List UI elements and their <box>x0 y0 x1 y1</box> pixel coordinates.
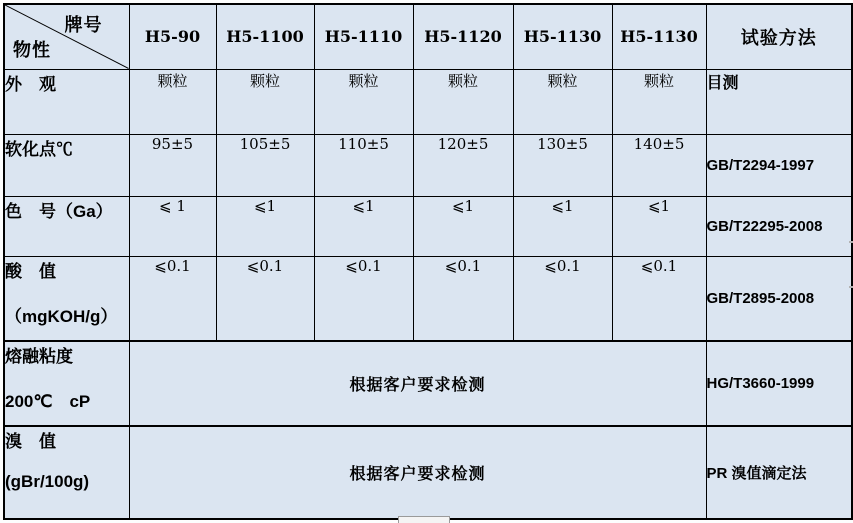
row-label-text: 酸 值 <box>5 261 56 281</box>
spec-cell: 95±5 <box>129 134 216 196</box>
row-label-appearance <box>4 69 129 134</box>
row-label-text: 外 观 <box>5 74 56 94</box>
column-header-h5-90: H5-90 <box>129 4 216 69</box>
test-method-cell: PR 溴值滴定法 <box>706 426 852 519</box>
row-label-text: 软化点℃ <box>5 139 73 159</box>
spec-cell: 颗粒 <box>216 69 314 134</box>
row-label-softening-point <box>4 134 129 196</box>
row-label-melt-viscosity <box>4 341 129 426</box>
column-header-h5-1110: H5-1110 <box>314 4 413 69</box>
row-label-unit: 200℃ cP <box>5 392 91 411</box>
row-label-color-number <box>4 196 129 256</box>
header-row <box>4 4 852 69</box>
spec-cell: 110±5 <box>314 134 413 196</box>
merged-spec-cell: 根据客户要求检测 <box>129 341 706 426</box>
row-label-acid-value <box>4 256 129 341</box>
spec-cell: 颗粒 <box>129 69 216 134</box>
corner-property-label: 物性 <box>13 39 51 60</box>
row-acid-value <box>4 256 852 341</box>
row-label-unit: (gBr/100g) <box>5 472 90 491</box>
right-edge-tick <box>849 241 853 243</box>
spec-cell: 130±5 <box>513 134 612 196</box>
column-header-h5-1120: H5-1120 <box>413 4 513 69</box>
spec-cell: ⩽1 <box>413 196 513 256</box>
product-spec-table <box>3 3 853 520</box>
test-method-cell: GB/T2294-1997 <box>706 134 852 196</box>
spec-cell: ⩽0.1 <box>314 256 413 341</box>
row-bromine-value <box>4 426 852 519</box>
spec-cell: 颗粒 <box>513 69 612 134</box>
spec-cell: 颗粒 <box>612 69 706 134</box>
row-softening-point <box>4 134 852 196</box>
merged-spec-cell: 根据客户要求检测 <box>129 426 706 519</box>
row-label-unit: （mgKOH/g） <box>5 306 118 326</box>
row-label-text: 溴 值 <box>5 432 56 451</box>
column-header-h5-1130a: H5-1130 <box>513 4 612 69</box>
spec-cell: ⩽0.1 <box>413 256 513 341</box>
right-edge-tick <box>849 286 853 288</box>
row-appearance <box>4 69 852 134</box>
test-method-cell: HG/T3660-1999 <box>706 341 852 426</box>
spec-cell: ⩽0.1 <box>612 256 706 341</box>
row-melt-viscosity <box>4 341 852 426</box>
spec-cell: ⩽1 <box>513 196 612 256</box>
spec-cell: ⩽0.1 <box>129 256 216 341</box>
spec-cell: ⩽1 <box>314 196 413 256</box>
row-color-number <box>4 196 852 256</box>
spec-cell: ⩽0.1 <box>513 256 612 341</box>
spec-cell: 105±5 <box>216 134 314 196</box>
column-header-test-method: 试验方法 <box>706 4 852 69</box>
spec-cell: ⩽1 <box>612 196 706 256</box>
spec-cell: 120±5 <box>413 134 513 196</box>
spec-cell: ⩽0.1 <box>216 256 314 341</box>
row-label-text: 熔融粘度 <box>5 347 73 366</box>
spec-cell: 140±5 <box>612 134 706 196</box>
test-method-cell: GB/T2895-2008 <box>706 256 852 341</box>
spec-cell: 颗粒 <box>314 69 413 134</box>
test-method-cell: GB/T22295-2008 <box>706 196 852 256</box>
test-method-cell: 目测 <box>706 69 852 134</box>
bottom-scroll-handle[interactable] <box>398 516 450 523</box>
spec-cell: ⩽ 1 <box>129 196 216 256</box>
row-label-bromine-value <box>4 426 129 519</box>
corner-header-cell <box>4 4 129 69</box>
spec-cell: 颗粒 <box>413 69 513 134</box>
corner-brand-label: 牌号 <box>64 15 103 35</box>
column-header-h5-1100: H5-1100 <box>216 4 314 69</box>
spec-cell: ⩽1 <box>216 196 314 256</box>
row-label-text: 色 号（Ga） <box>5 201 113 221</box>
column-header-h5-1130b: H5-1130 <box>612 4 706 69</box>
